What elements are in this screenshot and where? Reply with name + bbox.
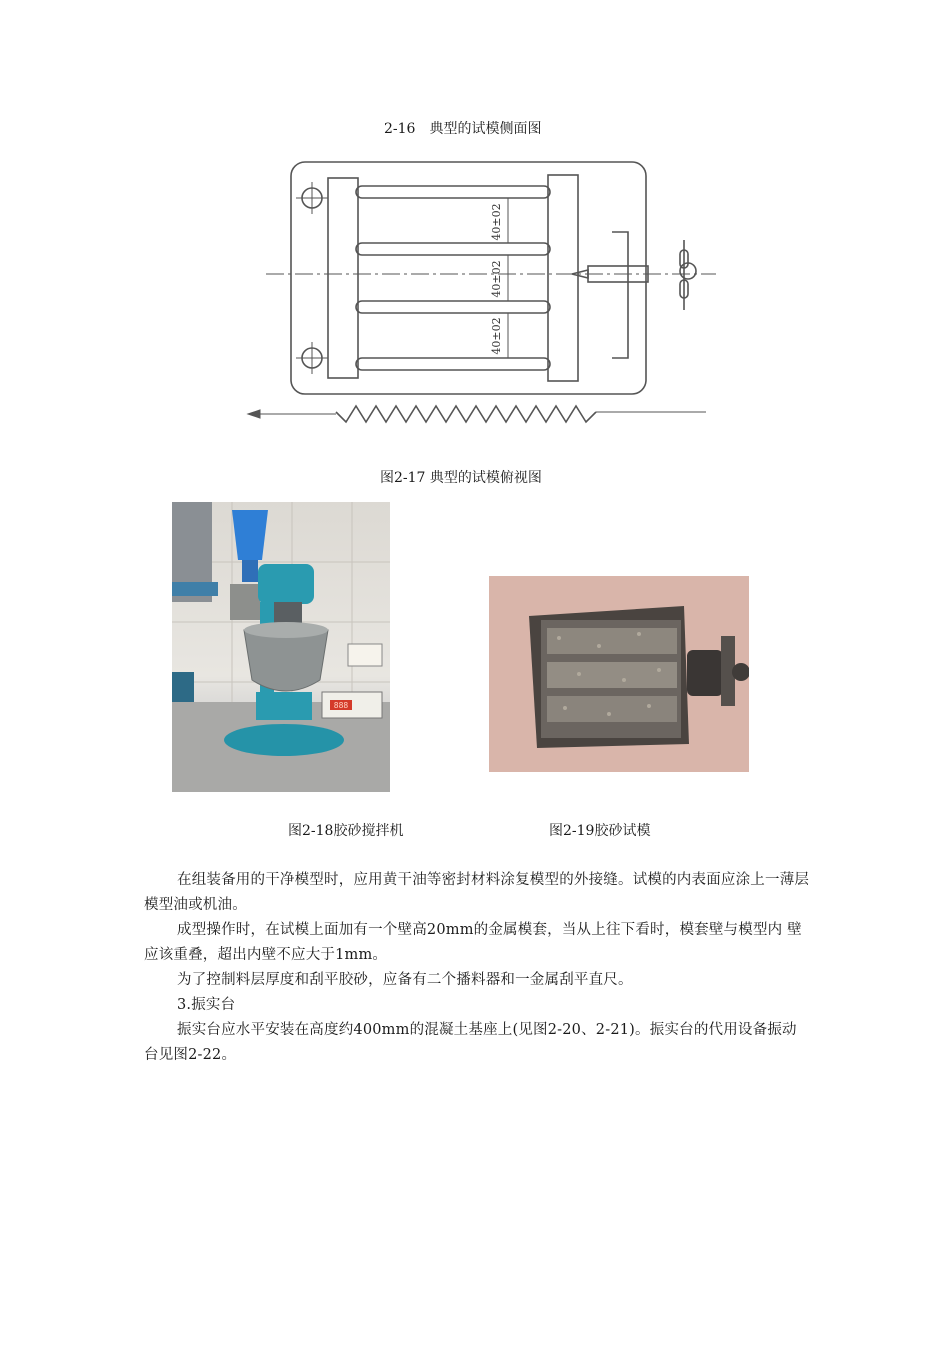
mold-photo (489, 576, 749, 772)
caption-top-view: 图2-17 典型的试模俯视图 (380, 470, 542, 486)
paragraph-molding: 成型操作时，在试模上面加有一个壁高20mm的金属模套，当从上往下看时，模套壁与模型内 壁应该重叠，超出内壁不应大于1mm。 (144, 922, 802, 963)
caption-mold: 图2-19胶砂试模 (549, 823, 651, 839)
mixer-photo (172, 502, 390, 792)
dimension-label: 40±02 (490, 317, 503, 355)
paragraph-assembly: 在组装备用的干净模型时，应用黄干油等密封材料涂复模型的外接缝。试模的内表面应涂上一薄层模型油或机油。 (144, 872, 810, 913)
caption-mixer: 图2-18胶砂搅拌机 (288, 823, 404, 839)
mold-top-view-drawing (236, 140, 718, 440)
dimension-label: 40±02 (490, 260, 503, 298)
caption-side-view: 2-16 典型的试模侧面图 (384, 121, 542, 137)
mixer-display: 888 (333, 701, 349, 710)
paragraph-vibration-table: 振实台应水平安装在高度约400mm的混凝土基座上(见图2-20、2-21)。振实台的代用设备振动台见图2-22。 (144, 1022, 797, 1063)
paragraph-tools: 为了控制料层厚度和刮平胶砂，应备有二个播料器和一金属刮平直尺。 (177, 972, 633, 988)
section-heading: 3.振实台 (177, 997, 236, 1013)
dimension-label: 40±02 (490, 203, 503, 241)
